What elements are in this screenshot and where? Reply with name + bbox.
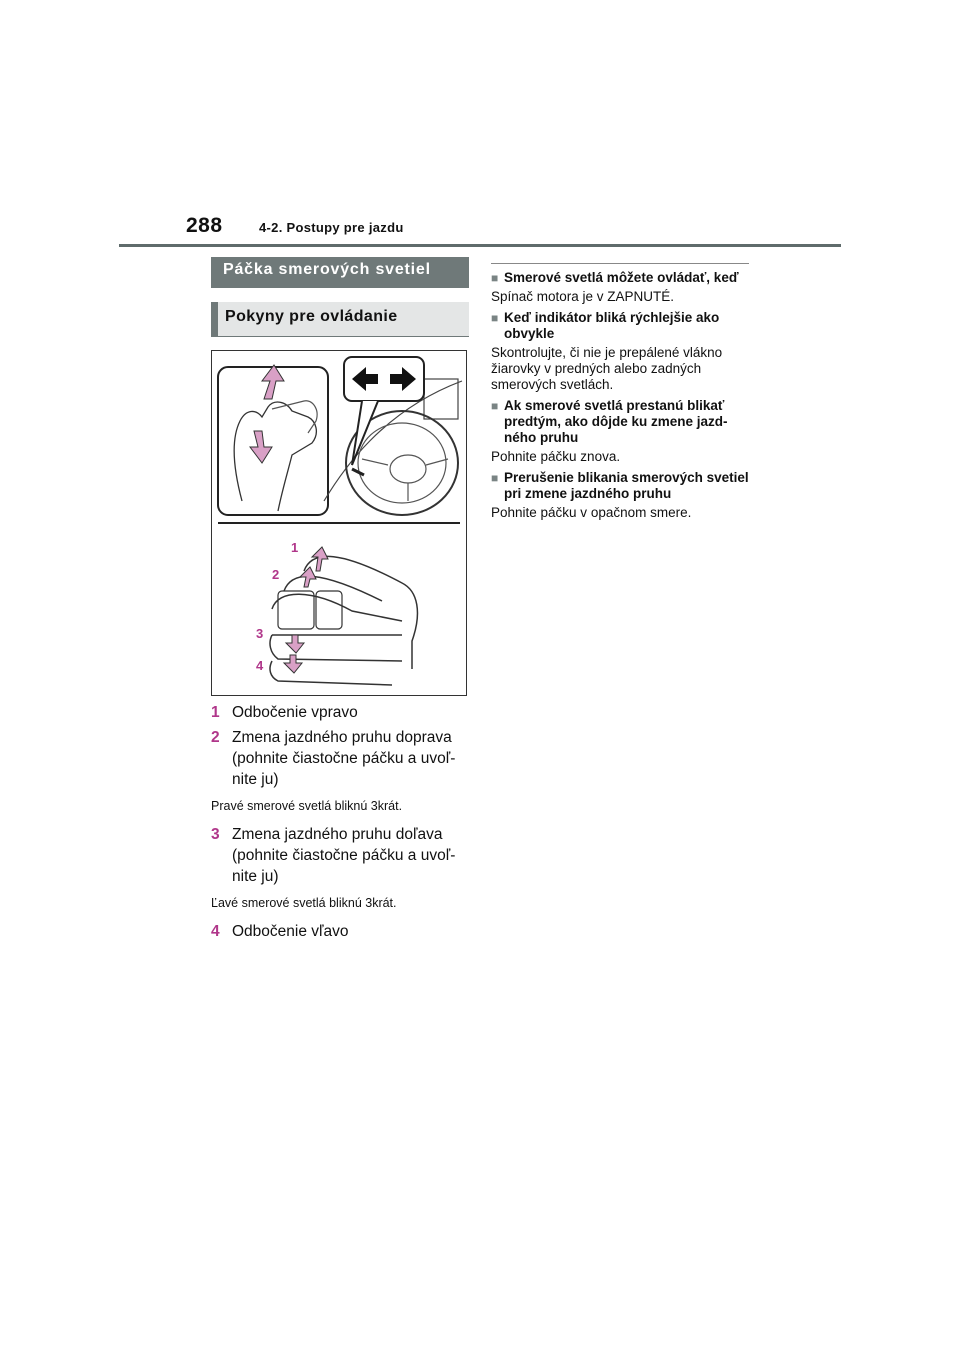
square-bullet-icon: ■ [491, 399, 499, 413]
info-heading: ■ Smerové svetlá môžete ovládať, keď [491, 270, 739, 285]
arrow-up-icon [300, 567, 316, 587]
step-number: 1 [211, 704, 220, 721]
wheel-hub [390, 455, 426, 483]
square-bullet-icon: ■ [491, 471, 499, 485]
info-heading: ■ Ak smerové svetlá prestanú blikať predtým, ako dôjde ku zmene jazd-ného pruhu [491, 398, 728, 445]
page-number: 288 [186, 214, 223, 237]
arrow-down-icon [286, 635, 304, 653]
arrow-up-icon [262, 365, 284, 399]
list-item [211, 824, 473, 887]
arrow-down-icon [250, 431, 272, 463]
info-text: Spínač motora je v ZAPNUTÉ. [491, 289, 675, 304]
steps-list [211, 702, 473, 946]
header-divider [119, 244, 841, 247]
step-text: Odbočenie vľavo [232, 923, 349, 940]
info-text: Skontrolujte, či nie je prepálené vlákno žiarovky v predných alebo zadných smerových svetlách. [491, 345, 723, 392]
label-4: 4 [256, 658, 264, 673]
step-note: Ľavé smerové svetlá bliknú 3krát. [211, 896, 397, 910]
page-title: Páčka smerových svetiel [211, 257, 469, 288]
info-text: Pohnite páčku znova. [491, 449, 621, 464]
info-text: Pohnite páčku v opačnom smere. [491, 505, 692, 520]
step-text: Zmena jazdného pruhu doľava (pohnite čiastočne páčku a uvoľ-nite ju) [232, 826, 456, 885]
step-number: 4 [211, 923, 220, 940]
subsection-underline [211, 336, 469, 337]
label-3: 3 [256, 626, 264, 641]
turn-signal-diagram [212, 351, 466, 695]
list-item [211, 921, 473, 942]
turn-signal-illustration [211, 350, 467, 696]
list-item [211, 702, 473, 723]
step-text: Zmena jazdného pruhu doprava (pohnite čiastočne páčku a uvoľ-nite ju) [232, 729, 456, 788]
label-1: 1 [291, 540, 299, 555]
square-bullet-icon: ■ [491, 311, 499, 325]
step-note: Pravé smerové svetlá bliknú 3krát. [211, 799, 403, 813]
info-heading: ■ Keď indikátor bliká rýchlejšie ako obvykle [491, 310, 720, 341]
info-heading: ■ Prerušenie blikania smerových svetiel pri zmene jazdného pruhu [491, 470, 749, 501]
list-item [211, 727, 473, 790]
step-number: 3 [211, 826, 220, 843]
info-divider [491, 263, 749, 264]
hand-drawing [234, 402, 316, 511]
info-column [491, 263, 749, 526]
section-title: 4-2. Postupy pre jazdu [259, 220, 404, 235]
step-number: 2 [211, 729, 220, 746]
square-bullet-icon: ■ [491, 271, 499, 285]
arrow-down-icon [284, 655, 302, 673]
subsection-title: Pokyny pre ovládanie [211, 302, 469, 336]
step-text: Odbočenie vpravo [232, 704, 358, 721]
label-2: 2 [272, 567, 280, 582]
lever-drawing [272, 401, 317, 433]
